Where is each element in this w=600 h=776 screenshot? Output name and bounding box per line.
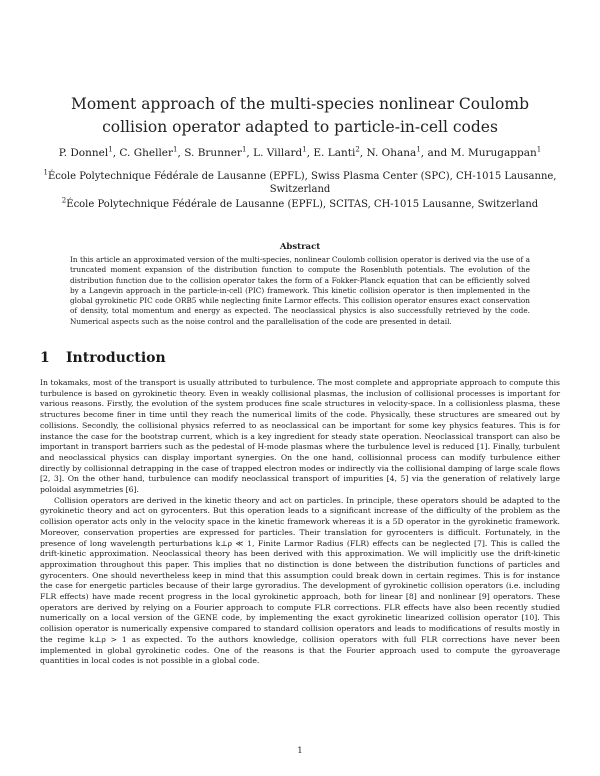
paragraph: Collision operators are derived in the kinetic theory and act on particles. In principle, these operators should be adapted to the gyrokinetic theory and act on gyrocenters. But this operation leads to a significant increase of the difficulty of the problem as the collision operator acts only in the velocity space in the kinetic framework whereas it is a 5D operator in the gyrokinetic framework. Moreover, conservation properties are expressed for particles. Their translation for gyrocenters is difficult. Fortunately, in the presence of long wavelength perturbations k⊥ρ ≪ 1, Finite Larmor Radius (FLR) effects can be neglected [7]. This is called the drift-kinetic approximation. Neoclassical theory has been derived with this approximation. We will implicitly use the drift-kinetic approximation throughout this paper. This implies that no distinction is done between the distribution functions of particles and gyrocenters. One should nevertheless keep in mind that this assumption could break down in certain regimes. This is for instance the case for energetic particles because of their large gyroradius. The development of gyrokinetic collision operators (i.e. including FLR effects) have made recent progress in the local gyrokinetic approach, both for linear [8] and nonlinear [9] operators. These operators are derived by relying on a Fourier approach to compute FLR corrections. FLR effects have also been recently studied numerically on a local version of the GENE code, by implementing the exact gyrokinetic linearized collision operator [10]. This collision operator is numerically expensive compared to standard collision operators and leads to modifications of results mostly in the regime k⊥ρ > 1 as expected. To the authors knowledge, collision operators with full FLR corrections have never been implemented in global gyrokinetic codes. One of the reasons is that the Fourier approach used to compute the gyroaverage quantities in local codes is not possible in a global code.	[40, 495, 560, 666]
author: E. Lanti$^2$,	[313, 145, 367, 159]
paragraph: In tokamaks, most of the transport is usually attributed to turbulence. The most complete and appropriate approach to compute this turbulence is based on gyrokinetic theory. Even in weakly collisional plasmas, the inclusion of collisional processes is important for various reasons. Firstly, the evolution of the system produces fine scale structures in velocity-space. In a collisionless plasma, these structures become finer in time until they reach the numerical limits of the code. Physically, these structures are smeared out by collisions. Secondly, the collisional physics referred to as neoclassical can be important for some key physics features. This is for instance the case for the bootstrap current, which is a key ingredient for steady state operation. Neoclassical transport can also be important in transport barriers such as the pedestal of H-mode plasmas where the turbulence level is reduced [1]. Finally, turbulent and neoclassical physics can display important synergies. On the one hand, collisionnal process can modify turbulence either directly by collisionnal detrapping in the case of trapped electron modes or indirectly via the collisional damping of large scale flows [2, 3]. On the other hand, turbulence can modify neoclassical transport of impurities [4, 5] via the generation of relatively large poloidal asymmetries [6].	[40, 378, 560, 495]
paper-title: Moment approach of the multi-species nonlinear Coulomb collision operator adapted to particle-in-cell codes	[70, 95, 529, 136]
author: S. Brunner$^1$,	[184, 145, 254, 159]
author: M. Murugappan$^1$	[450, 145, 542, 159]
author-list	[30, 146, 570, 160]
section-title: Introduction	[66, 350, 166, 366]
page-number: 1	[297, 746, 303, 756]
section-heading	[40, 350, 166, 366]
author: C. Gheller$^1$,	[119, 145, 185, 159]
section-body	[40, 378, 560, 667]
abstract-heading: Abstract	[279, 242, 321, 252]
abstract-text: In this article an approximated version of the multi-species, nonlinear Coulomb collision operator is derived via the use of a truncated moment expansion of the distribution function to compute the Rosenbluth potentials. The evolution of the distribution function due to the collision operator takes the form of a Fokker-Planck equation that can be efficiently solved by a Langevin approach in the particle-in-cell (PIC) framework. This kinetic collision operator is then implemented in the global gyrokinetic PIC code ORB5 while neglecting finite Larmor effects. This collision operator ensures exact conservation of density, total momentum and energy as expected. The neoclassical physics is also successfully retrieved by the code. Numerical aspects such as the noise control and the parallelisation of the code are presented in detail.	[70, 255, 530, 326]
author: L. Villard$^1$,	[253, 145, 314, 159]
author: P. Donnel$^1$,	[58, 145, 120, 159]
author: N. Ohana$^1$, and	[366, 145, 451, 159]
section-number: 1	[40, 350, 50, 366]
affiliation: $^2$École Polytechnique Fédérale de Lausanne (EPFL), SCITAS, CH-1015 Lausanne, Switzerland	[61, 196, 539, 210]
affiliation: $^1$École Polytechnique Fédérale de Lausanne (EPFL), Swiss Plasma Center (SPC), CH-1015 Lausanne, Switzerland	[43, 168, 557, 195]
